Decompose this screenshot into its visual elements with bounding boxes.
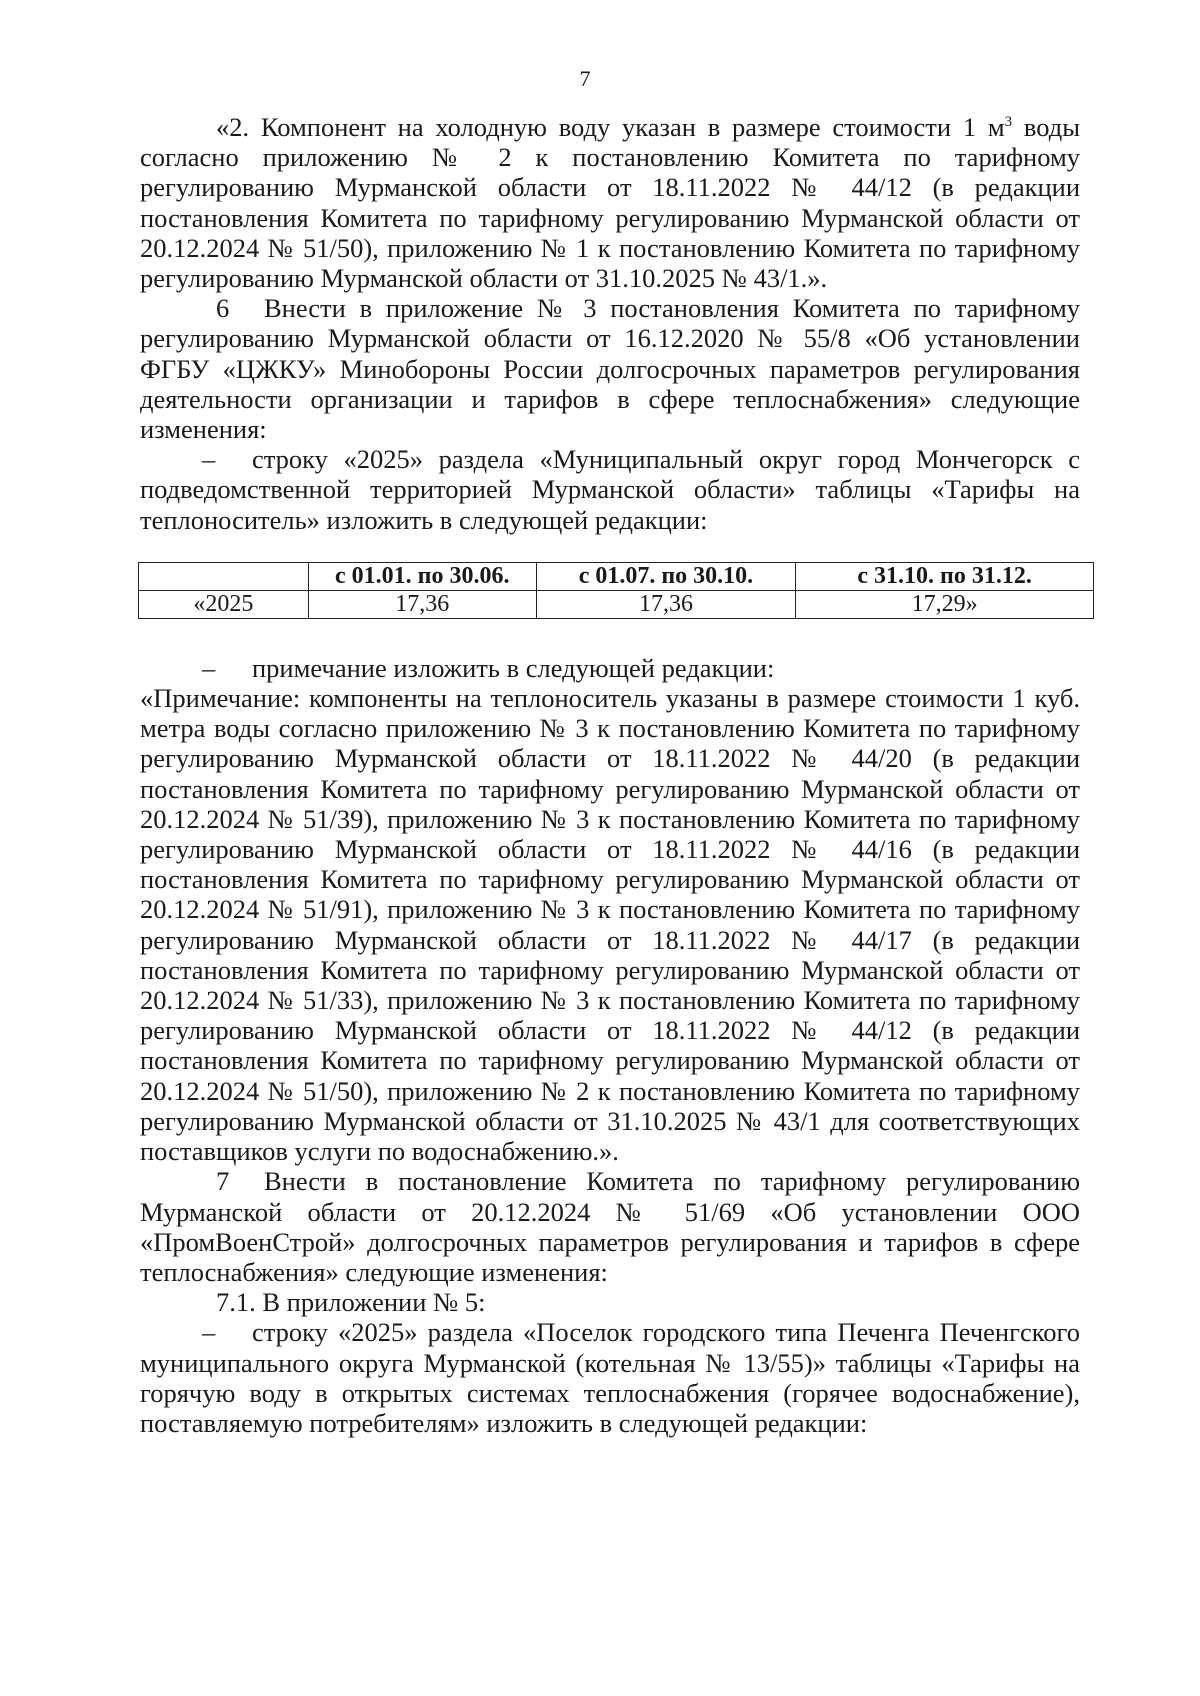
page-number: 7: [579, 66, 591, 91]
table-header-cell: [139, 562, 309, 590]
table-cell: 17,36: [308, 590, 536, 618]
list-dash: –: [202, 444, 216, 475]
item-7-1-dash: [140, 1317, 1080, 1438]
paragraph-text: воды согласно приложению № 2 к постановлению Комитета по тарифному регулированию Мурманской области от 18.11.2022 № 44/12 (в редакции постановления Комитета по тарифному регулированию Мурманской области от 20.12.2024 № 51/50), приложению № 1 к постановлению Комитета по тарифному регулированию Мурманской области от 31.10.2025 № 43/1.».: [140, 112, 1081, 294]
superscript: 3: [1004, 114, 1013, 131]
table-header-cell: с 31.10. по 31.12.: [796, 562, 1094, 590]
document-body: [140, 112, 1080, 1438]
item-text: примечание изложить в следующей редакции:: [252, 652, 775, 683]
tariff-table: [138, 562, 1094, 619]
table-header-row: [139, 562, 1094, 590]
item-7: [140, 1166, 1080, 1287]
item-number: 7: [216, 1166, 230, 1197]
item-text: строку «2025» раздела «Поселок городского типа Печенга Печенгского муниципального округа Мурманской (котельная № 13/55)» таблицы «Тарифы на горячую воду в открытых системах теплоснабжения (горячее водоснабжение), поставляемую потребителям» изложить в следующей редакции:: [140, 1317, 1080, 1438]
item-number: 6: [216, 293, 230, 324]
paragraph-cold-water-component: [140, 112, 1080, 293]
table-cell: 17,36: [536, 590, 796, 618]
item-text: Внести в приложение № 3 постановления Комитета по тарифному регулированию Мурманской области от 16.12.2020 № 55/8 «Об установлении ФГБУ «ЦЖКУ» Минобороны России долгосрочных параметров регулирования деятельности организации и тарифов в сфере теплоснабжения» следующие изменения:: [140, 293, 1080, 445]
table-header-cell: с 01.07. по 30.10.: [536, 562, 796, 590]
paragraph-text: «2. Компонент на холодную воду указан в размере стоимости 1 м: [216, 112, 1005, 142]
item-6-dash-1: [140, 444, 1080, 535]
note-paragraph: «Примечание: компоненты на теплоноситель указаны в размере стоимости 1 куб. метра воды согласно приложению № 3 к постановлению Комитета по тарифному регулированию Мурманской области от 18.11.2022 № 44/20 (в редакции постановления Комитета по тарифному регулированию Мурманской области от 20.12.2024 № 51/39), приложению № 3 к постановлению Комитета по тарифному регулированию Мурманской области от 18.11.2022 № 44/16 (в редакции постановления Комитета по тарифному регулированию Мурманской области от 20.12.2024 № 51/91), приложению № 3 к постановлению Комитета по тарифному регулированию Мурманской области от 18.11.2022 № 44/17 (в редакции постановления Комитета по тарифному регулированию Мурманской области от 20.12.2024 № 51/33), приложению № 3 к постановлению Комитета по тарифному регулированию Мурманской области от 18.11.2022 № 44/12 (в редакции постановления Комитета по тарифному регулированию Мурманской области от 20.12.2024 № 51/50), приложению № 2 к постановлению Комитета по тарифному регулированию Мурманской области от 31.10.2025 № 43/1 для соответствующих поставщиков услуги по водоснабжению.».: [140, 683, 1080, 1167]
item-text: Внести в постановление Комитета по тарифному регулированию Мурманской области от 20.12.2024 № 51/69 «Об установлении ООО «ПромВоенСтрой» долгосрочных параметров регулирования и тарифов в сфере теплоснабжения» следующие изменения:: [140, 1166, 1080, 1287]
item-7-1: 7.1. В приложении № 5:: [216, 1287, 486, 1318]
item-6: [140, 293, 1080, 444]
item-text: строку «2025» раздела «Муниципальный округ город Мончегорск с подведомственной территорией Мурманской области» таблицы «Тарифы на теплоноситель» изложить в следующей редакции:: [140, 444, 1080, 535]
table-cell: «2025: [139, 590, 309, 618]
table-row: [139, 590, 1094, 618]
table-header-cell: с 01.01. по 30.06.: [308, 562, 536, 590]
list-dash: –: [202, 1317, 216, 1348]
list-dash: –: [202, 652, 216, 683]
table-cell: 17,29»: [796, 590, 1094, 618]
item-6-dash-2: [140, 653, 1080, 683]
